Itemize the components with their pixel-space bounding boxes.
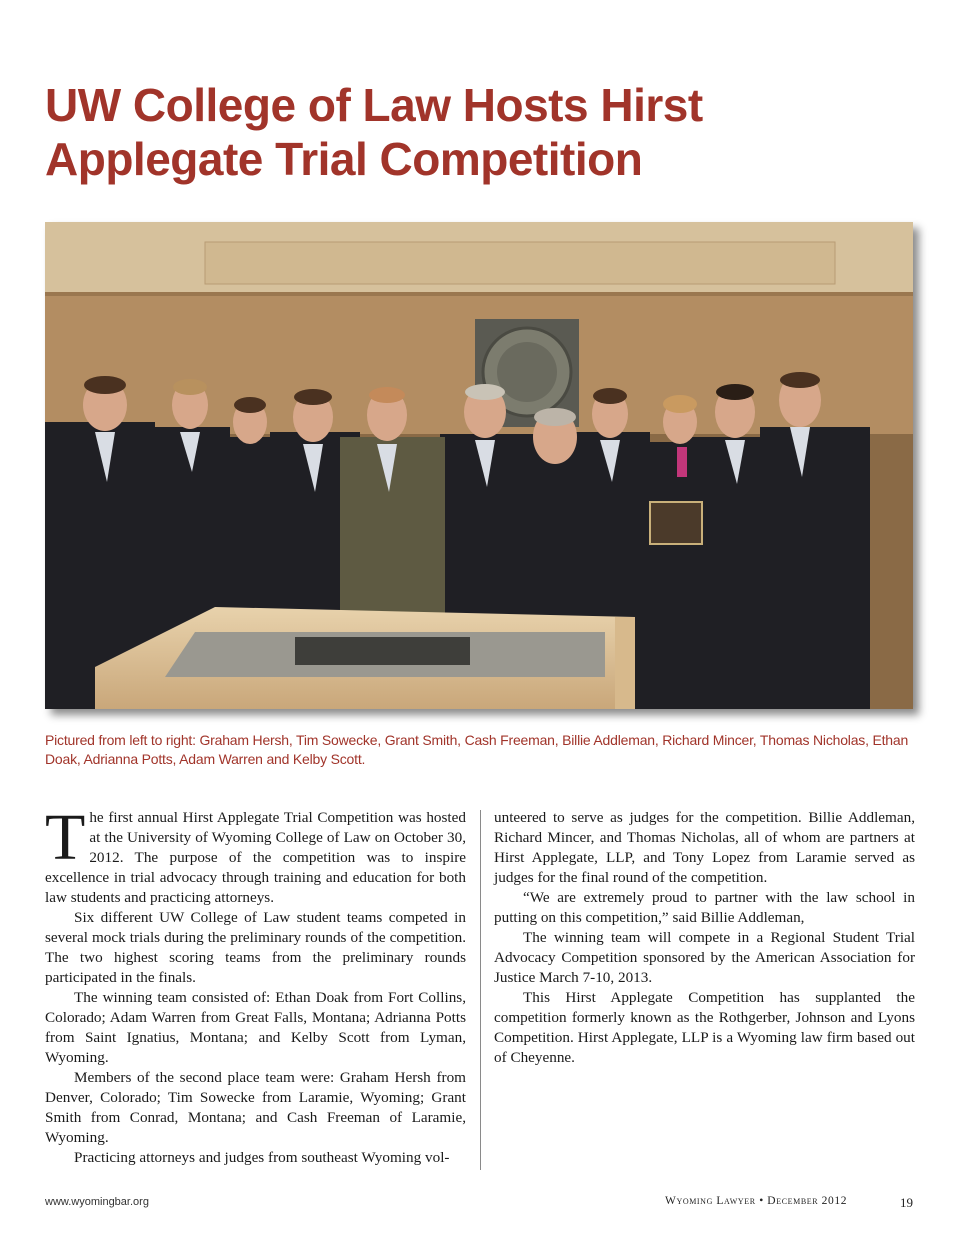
paragraph [45,801,466,908]
paragraph: “We are extremely proud to partner with the law school in putting on this competition,” said Billie Addleman, [494,889,915,926]
group-photo [45,222,913,709]
article-column-right [494,808,915,1068]
photo-caption: Pictured from left to right: Graham Hersh, Tim Sowecke, Grant Smith, Cash Freeman, Billie Addleman, Richard Mincer, Thomas Nicholas, Ethan Doak, Adrianna Potts, Adam Warren and Kelby Scott. [45,732,909,767]
article-column-left [45,801,466,1168]
footer-publication: Wyoming Lawyer • December 2012 [665,1195,848,1207]
paragraph: Six different UW College of Law student teams competed in several mock trials during the preliminary rounds of the competition. The two highest scoring teams from the preliminary rounds participated in the finals. [45,909,466,986]
paragraph: The winning team will compete in a Regional Student Trial Advocacy Competition sponsored by the American Association for Justice March 7-10, 2013. [494,929,915,986]
paragraph: unteered to serve as judges for the competition. Billie Addleman, Richard Mincer, and Thomas Nicholas, all of whom are partners at Hirst Applegate, LLP, and Tony Lopez from Laramie served as judges for the final round of the competition. [494,809,915,886]
column-divider [480,810,481,1170]
paragraph: The winning team consisted of: Ethan Doak from Fort Collins, Colorado; Adam Warren from Great Falls, Montana; Adrianna Potts from Saint Ignatius, Montana; and Kelby Scott from Lyman, Wyoming. [45,989,466,1066]
paragraph: This Hirst Applegate Competition has supplanted the competition formerly known as the Rothgerber, Johnson and Lyons Competition. Hirst Applegate, LLP is a Wyoming law firm based out of Cheyenne. [494,989,915,1066]
paragraph: Practicing attorneys and judges from southeast Wyoming vol- [74,1149,450,1166]
page-number: 19 [900,1195,913,1210]
paragraph: Members of the second place team were: Graham Hersh from Denver, Colorado; Tim Sowecke from Laramie, Wyoming; Grant Smith from Conrad, Montana; and Cash Freeman of Laramie, Wyoming. [45,1069,466,1146]
drop-cap: T [45,801,86,874]
footer-website: www.wyomingbar.org [45,1196,149,1208]
paragraph-text: he first annual Hirst Applegate Trial Competition was hosted at the University of Wyoming College of Law on October 30, 2012. The purpose of the competition was to inspire excellence in trial advocacy through training and education for both law students and practicing attorneys. [45,809,466,906]
article-headline: UW College of Law Hosts Hirst Applegate Trial Competition [45,79,703,185]
